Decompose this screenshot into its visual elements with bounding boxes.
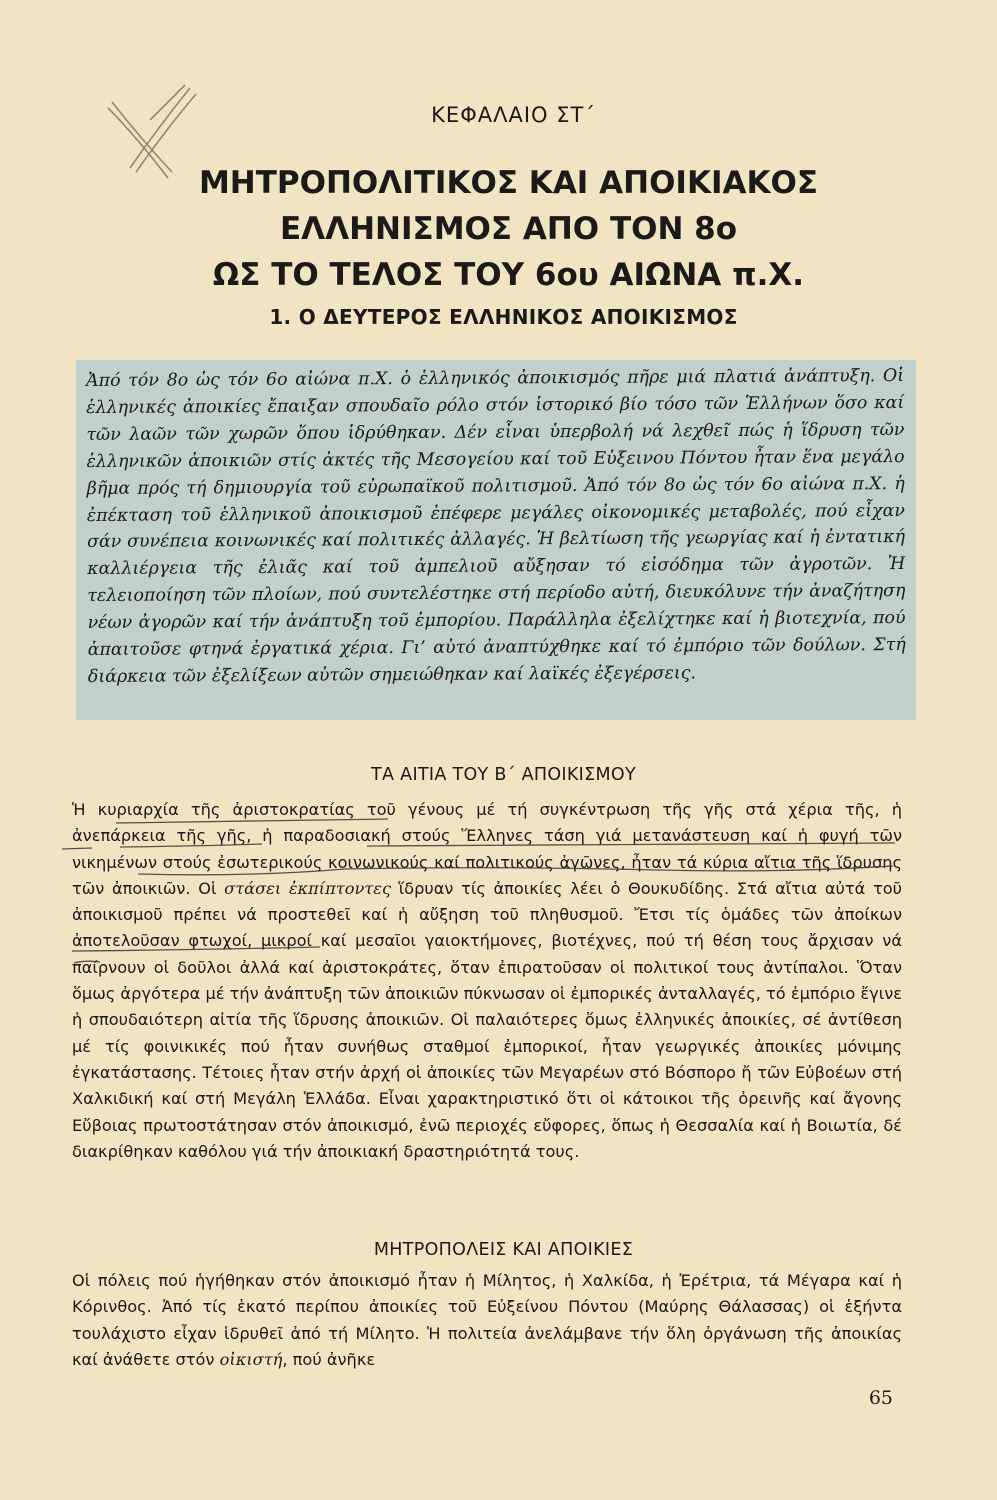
metropoleis-heading: ΜΗΤΡΟΠΟΛΕΙΣ ΚΑΙ ΑΠΟΙΚΙΕΣ <box>373 1240 634 1260</box>
causes-text-start: Ἡ κυριαρχία τῆς ἀριστοκρατίας τοῦ γένους μέ τή συγκέντρωση τῆς γῆς στά χέρια τῆς, ἡ ἀνεπάρκεια τῆς γῆς, ἡ παραδοσιακή στούς Ἕλληνες τάση γιά μετανάστευση καί ἡ φυγή τῶν νικημένων στούς ἐσωτερικούς κοινωνικούς καί πολιτικούς ἀγῶνες, ἦταν τά κύρια αἴτια τῆς ἵδρυσης τῶν ἀποικιῶν. Οἱ <box>72 800 902 898</box>
causes-heading: ΤΑ ΑΙΤΙΑ ΤΟΥ Β΄ ΑΠΟΙΚΙΣΜΟΥ <box>371 765 636 785</box>
intro-paragraph: Ἀπό τόν 8ο ὡς τόν 6ο αἰώνα π.Χ. ὁ ἑλληνικός ἀποικισμός πῆρε μιά πλατιά ἀνάπτυξη. Οἱ ἑλληνικές ἀποικίες ἔπαιξαν σπουδαῖο ρόλο στόν ἱστορικό βίο τόσο τῶν Ἑλλήνων ὅσο καί τῶν λαῶν τῶν χωρῶν ὅπου ἱδρύθηκαν. Δέν εἶναι ὑπερβολή νά λεχθεῖ πώς ἡ ἵδρυση τῶν ἑλληνικῶν ἀποικιῶν στίς ἀκτές τῆς Μεσογείου καί τοῦ Εὐξεινου Πόντου ἦταν ἕνα μεγάλο βῆμα πρός τή δημιουργία τοῦ εὐρωπαϊκοῦ πολιτισμοῦ. Ἀπό τόν 8ο ὡς τόν 6ο αἰώνα π.Χ. ἡ ἐπέκταση τοῦ ἑλληνικοῦ ἀποικισμοῦ ἐπέφερε μεγάλες οἰκονομικές μεταβολές, πού εἶχαν σάν συνέπεια κοινωνικές καί πολιτικές ἀλλαγές. Ἡ βελτίωση τῆς γεωργίας καί ἡ ἐντατική καλλιέργεια τῆς ἐλιᾶς καί τοῦ ἀμπελιοῦ αὔξησαν τό εἰσόδημα τῶν ἀγροτῶν. Ἡ τελειοποίηση τῶν πλοίων, πού συντελέστηκε στή περίοδο αὐτή, διευκόλυνε τήν ἀναζήτηση νέων ἀγορῶν καί τήν ἀνάπτυξη τοῦ ἐμπορίου. Παράλληλα ἐξελίχτηκε καί ἡ βιοτεχνία, πού ἀπαιτοῦσε φτηνά ἐργατικά χέρια. Γι’ αὐτό ἀναπτύχθηκε καί τό ἐμπόριο τῶν δούλων. Στή διάρκεια τῶν ἐξελίξεων αὐτῶν σημειώθηκαν καί λαϊκές ἐξεγέρσεις. <box>86 366 906 687</box>
metropoleis-paragraph <box>72 1268 902 1373</box>
metropoleis-text-start: Οἱ πόλεις πού ἡγήθηκαν στόν ἀποικισμό ἦταν ἡ Μίλητος, ἡ Χαλκίδα, ἡ Ἐρέτρια, τά Μέγαρα καί ἡ Κόρινθος. Ἀπό τίς ἑκατό περίπου ἀποικίες τοῦ Εὐξείνου Πόντου (Μαύρης Θάλασσας) οἱ ἑξήντα τουλάχιστο εἶχαν ἱδρυθεῖ ἀπό τή Μίλητο. Ἡ πολιτεία ἀνελάμβανε τήν ὅλη ὀργάνωση τῆς ἀποικίας καί ἀνάθετε στόν <box>72 1271 902 1369</box>
causes-paragraph <box>72 797 902 1165</box>
section-title: 1. Ο ΔΕΥΤΕΡΟΣ ΕΛΛΗΝΙΚΟΣ ΑΠΟΙΚΙΣΜΟΣ <box>269 305 738 329</box>
page-number: 65 <box>868 1387 893 1409</box>
chapter-title <box>0 160 997 298</box>
chapter-title-line-3: ΩΣ ΤΟ ΤΕΛΟΣ ΤΟΥ 6ου ΑΙΩΝΑ π.Χ. <box>212 257 805 293</box>
chapter-title-line-2: ΕΛΛΗΝΙΣΜΟΣ ΑΠΟ ΤΟΝ 8ο <box>279 211 738 247</box>
metropoleis-text-end: , πού ἀνῆκε <box>282 1349 376 1369</box>
causes-text-end: ἵδρυαν τίς ἀποικίες λέει ὁ Θουκυδίδης. Στά αἴτια αὐτά τοῦ ἀποικισμοῦ πρέπει νά προστεθεῖ καί ἡ αὔξηση τοῦ πληθυσμοῦ. Ἔτσι τίς ὁμάδες τῶν ἀποίκων ἀποτελοῦσαν φτωχοί, μικροί καί μεσαῖοι γαιοκτήμονες, βιοτέχνες, πού τή θέση τους ἄρχισαν νά παίρνουν οἱ δοῦλοι ἀλλά καί ἀριστοκράτες, ὅταν ἐπιρατοῦσαν οἱ πολιτικοί τους ἀντίπαλοι. Ὅταν ὅμως ἀργότερα μέ τήν ἀνάπτυξη τῶν ἀποικιῶν πύκνωσαν οἱ ἐμπορικές ἀνταλλαγές, τό ἐμπόριο ἔγινε ἡ σπουδαιότερη αἰτία τῆς ἵδρυσης ἀποικιῶν. Οἱ παλαιότερες ὅμως ἑλληνικές ἀποικίες, σέ ἀντίθεση μέ τίς φοινικικές πού ἦταν συνήθως σταθμοί ἐμπορικοί, ἦταν γεωργικές ἀποικίες μόνιμης ἐγκατάστασης. Τέτοιες ἦταν στήν ἀρχή οἱ ἀποικίες τῶν Μεγαρέων στό Βόσπορο ἤ τῶν Εὐβοέων στή Χαλκιδική καί στή Μεγάλη Ἑλλάδα. Εἶναι χαρακτηριστικό ὅτι οἱ κάτοικοι τῆς ὀρεινῆς καί ἄγονης Εὔβοιας πρωτοστάτησαν στόν ἀποικισμό, ἐνῶ περιοχές εὔφορες, ὅπως ἡ Θεσσαλία καί ἡ Βοιωτία, δέ διακρίθηκαν καθόλου γιά τήν ἀποικιακή δραστηριότητά τους. <box>72 878 902 1161</box>
metropoleis-italic-term: οἰκιστή <box>219 1349 283 1369</box>
causes-italic-quote: στάσει ἐκπίπτοντες <box>224 878 392 898</box>
chapter-label: ΚΕΦΑΛΑΙΟ ΣΤ΄ <box>431 103 596 127</box>
chapter-title-line-1: ΜΗΤΡΟΠΟΛΙΤΙΚΟΣ ΚΑΙ ΑΠΟΙΚΙΑΚΟΣ <box>198 165 819 201</box>
